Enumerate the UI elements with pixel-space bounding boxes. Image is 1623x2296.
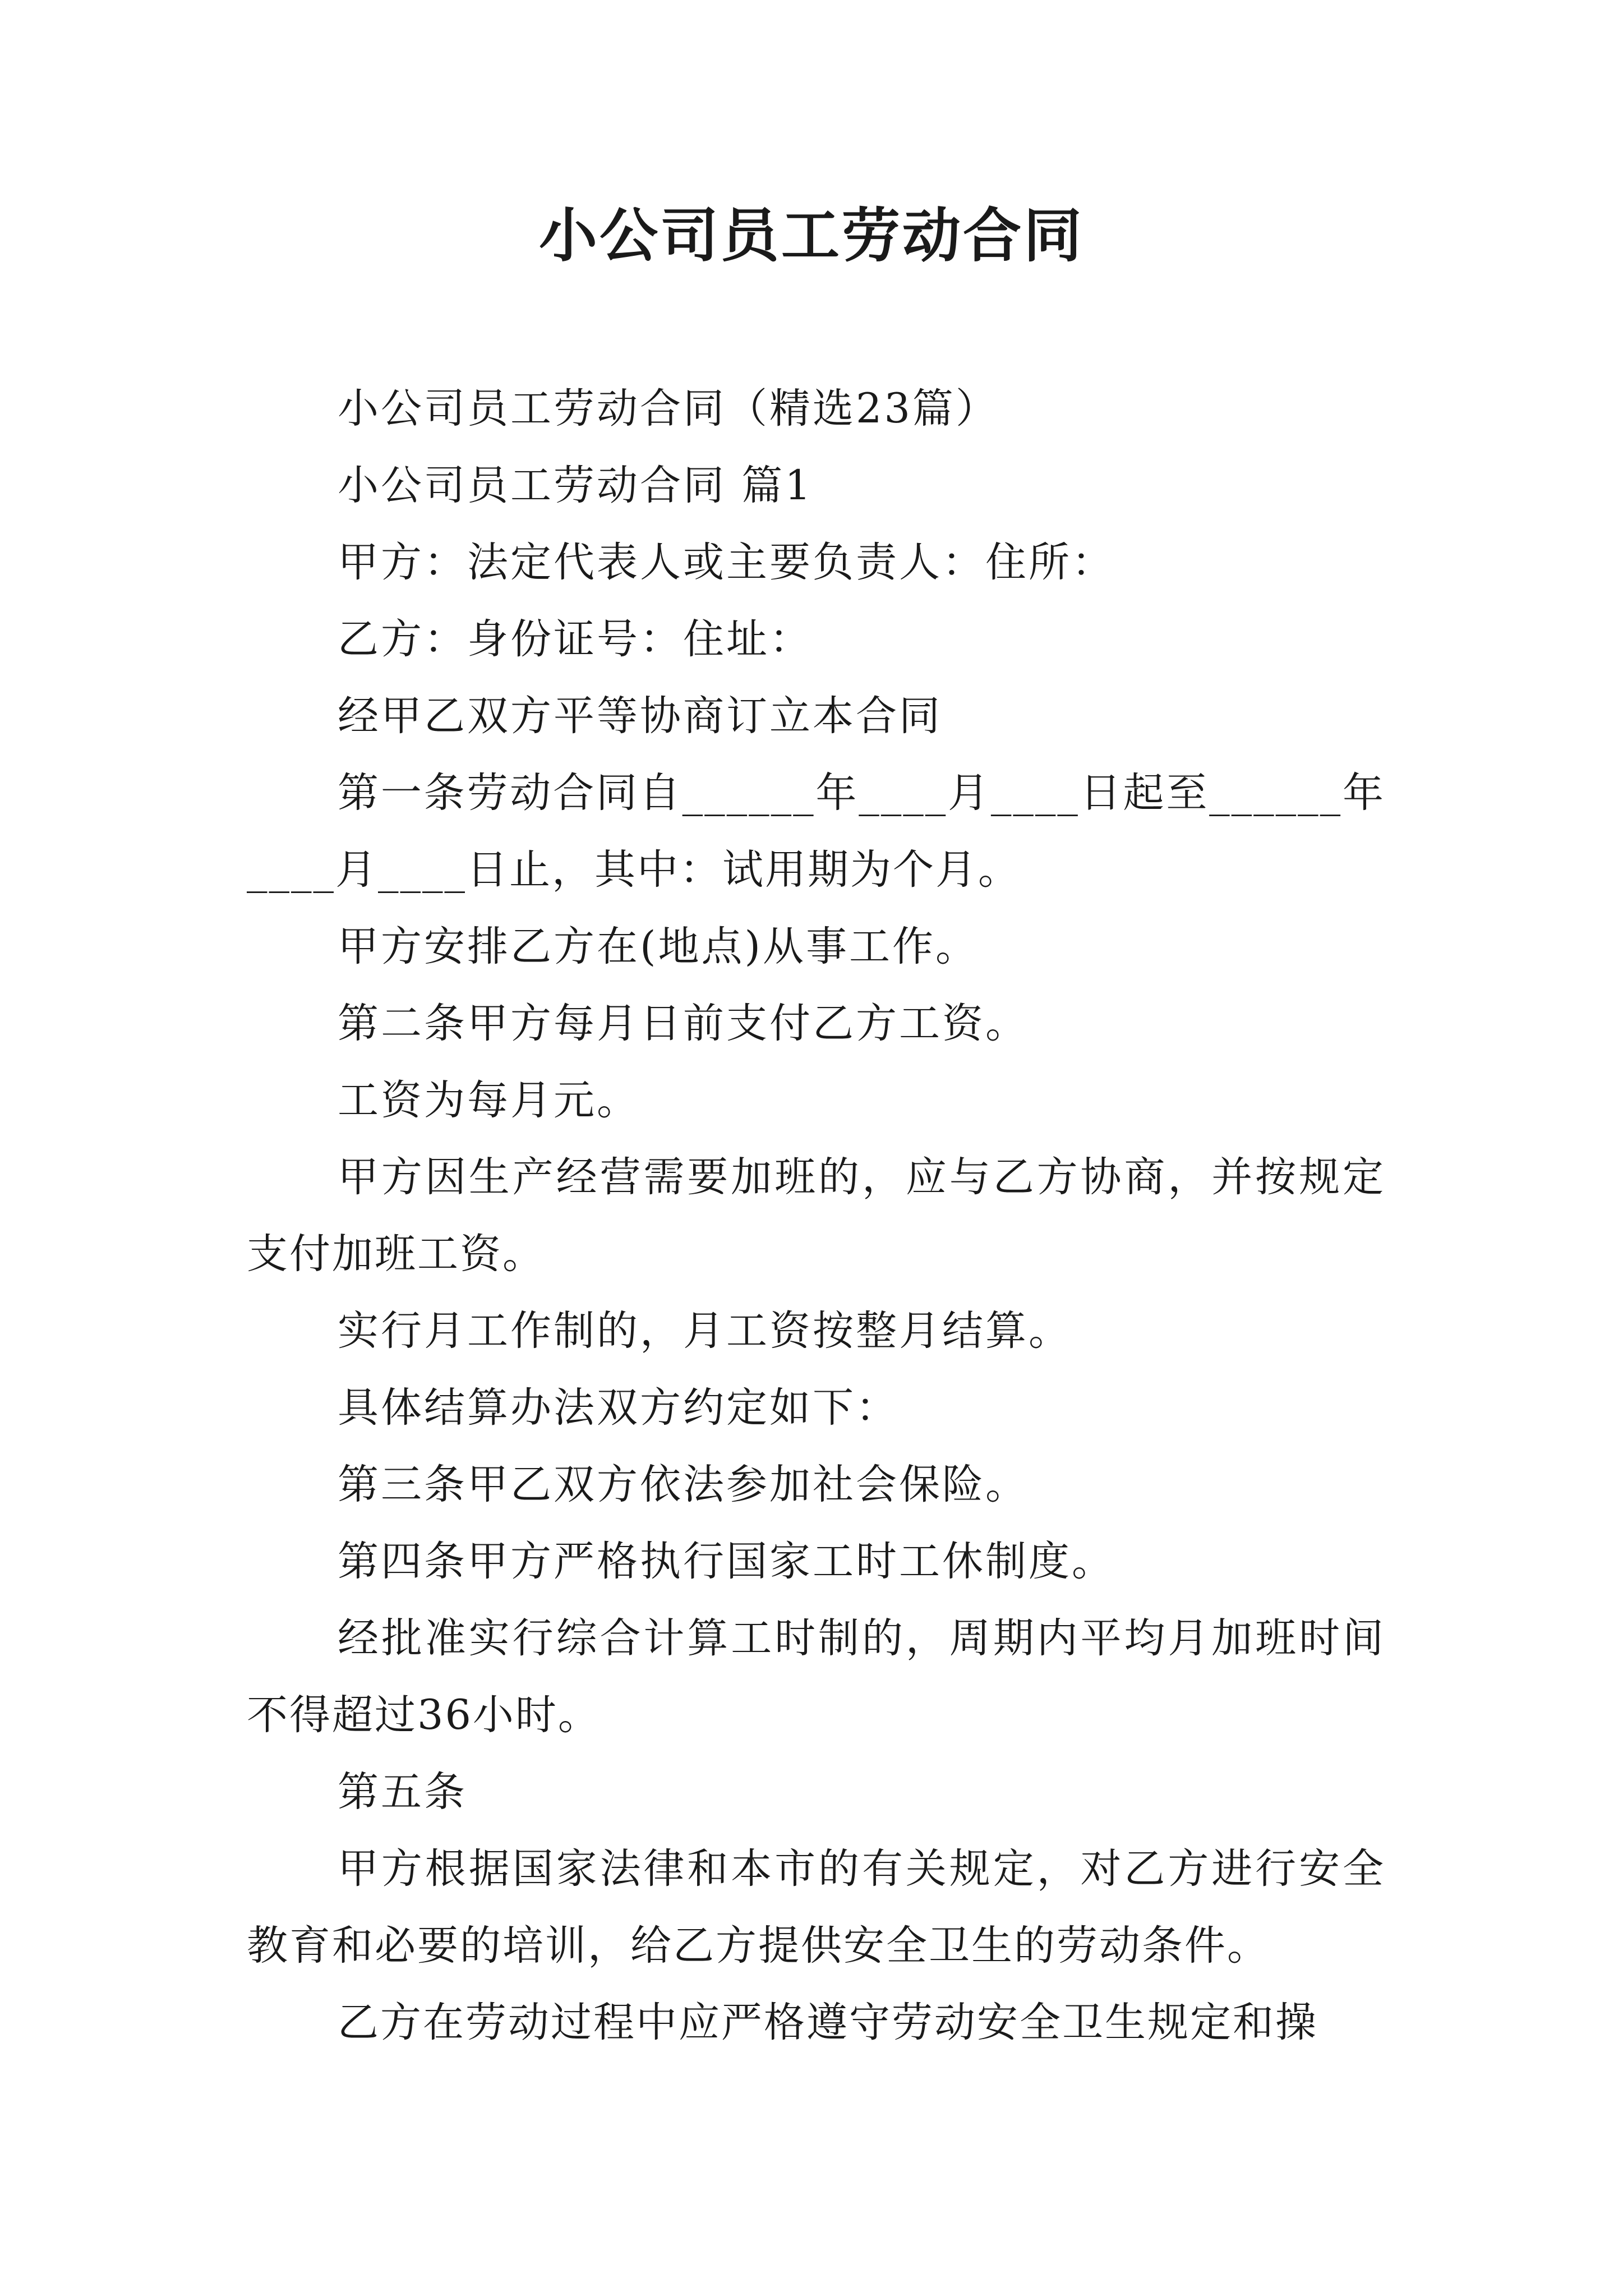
paragraph-work-location: 甲方安排乙方在(地点)从事工作。 (338, 923, 979, 970)
document-title: 小公司员工劳动合同 (538, 201, 1084, 270)
paragraph-party-b: 乙方：身份证号：住址： (338, 615, 813, 663)
paragraph-safety-rules: 乙方在劳动过程中应严格遵守劳动安全卫生规定和操 (338, 1999, 1318, 2046)
paragraph-settlement-method: 具体结算办法双方约定如下： (338, 1384, 899, 1432)
paragraph-article-5: 第五条 (338, 1768, 467, 1816)
paragraph-subtitle: 小公司员工劳动合同（精选23篇） (338, 385, 999, 432)
paragraph-party-a: 甲方：法定代表人或主要负责人：住所： (338, 539, 1115, 586)
paragraph-section-heading: 小公司员工劳动合同 篇1 (338, 462, 813, 509)
paragraph-working-hours: 经批准实行综合计算工时制的，周期内平均月加班时间不得超过36小时。 (247, 1614, 1385, 1739)
paragraph-article-2: 第二条甲方每月日前支付乙方工资。 (338, 1000, 1029, 1047)
paragraph-article-4: 第四条甲方严格执行国家工时工休制度。 (338, 1538, 1115, 1585)
paragraph-monthly-settlement: 实行月工作制的，月工资按整月结算。 (338, 1307, 1072, 1355)
paragraph-article-3: 第三条甲乙双方依法参加社会保险。 (338, 1461, 1029, 1508)
paragraph-agreement: 经甲乙双方平等协商订立本合同 (338, 692, 942, 740)
document-body (247, 370, 1385, 2061)
paragraph-overtime: 甲方因生产经营需要加班的，应与乙方协商，并按规定支付加班工资。 (247, 1153, 1385, 1278)
paragraph-article-1: 第一条劳动合同自______年____月____日起至______年____月____日止，其中：试用期为个月。 (247, 769, 1385, 894)
paragraph-wage: 工资为每月元。 (338, 1076, 640, 1124)
paragraph-safety-training: 甲方根据国家法律和本市的有关规定，对乙方进行安全教育和必要的培训，给乙方提供安全卫生的劳动条件。 (247, 1845, 1385, 1970)
